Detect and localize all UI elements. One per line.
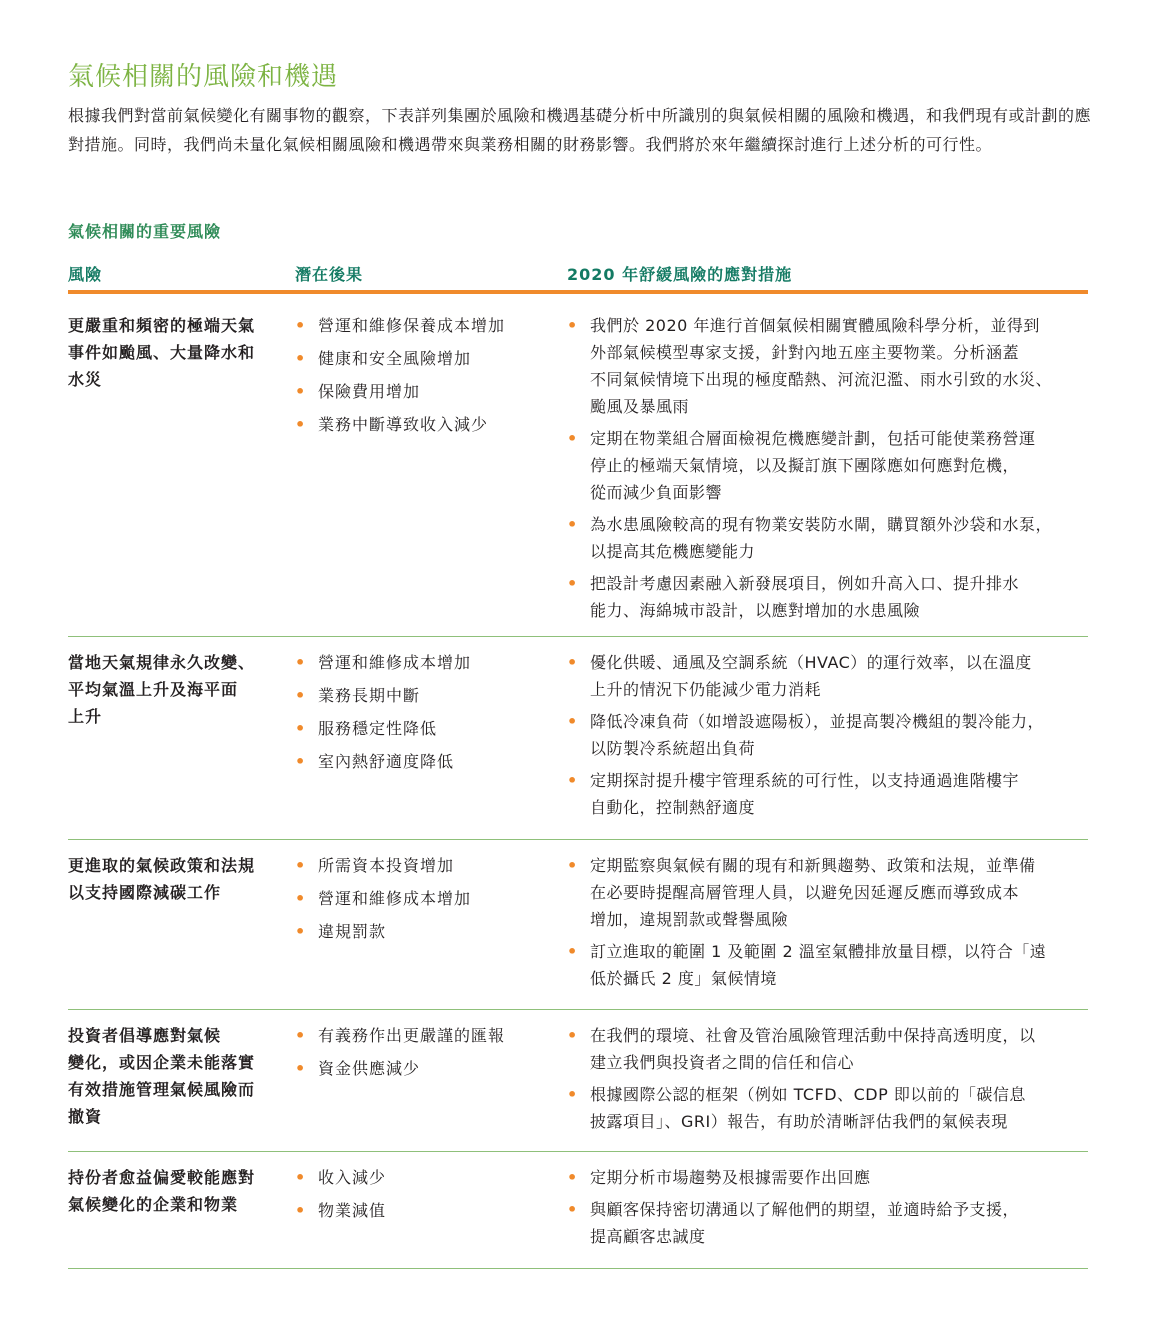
consequence-item: [295, 922, 555, 942]
bullet-icon: •: [295, 922, 307, 941]
risk-text-line: 水災: [68, 370, 103, 389]
response-text-line: 能力、海綿城市設計，以應對增加的水患風險: [590, 601, 921, 620]
consequence-text: 資金供應減少: [318, 1059, 421, 1078]
bullet-icon: •: [295, 686, 307, 705]
table-row: [68, 294, 1088, 637]
consequence-item: [295, 349, 555, 369]
response-cell: [567, 1022, 1087, 1140]
risk-text-line: 當地天氣規律永久改變、: [68, 653, 256, 672]
bullet-icon: •: [295, 316, 307, 335]
response-item: [567, 649, 1087, 703]
consequence-text: 營運和維修成本增加: [318, 653, 472, 672]
table-row: [68, 840, 1088, 1010]
consequence-item: [295, 415, 555, 435]
bullet-icon: •: [295, 382, 307, 401]
response-item: [567, 708, 1087, 762]
risk-text-line: 上升: [68, 707, 103, 726]
consequence-item: [295, 382, 555, 402]
consequence-text: 營運和維修成本增加: [318, 889, 472, 908]
header-response: 2020 年舒緩風險的應對措施: [567, 265, 793, 284]
risk-text-line: 變化，或因企業未能落實: [68, 1053, 256, 1072]
response-item: [567, 1164, 1087, 1191]
response-text-line: 不同氣候情境下出現的極度酷熱、河流氾濫、雨水引致的水災、: [590, 370, 1053, 389]
consequence-text: 收入減少: [318, 1168, 387, 1187]
response-text-line: 在我們的環境、社會及管治風險管理活動中保持高透明度，以: [590, 1026, 1036, 1045]
response-cell: [567, 1164, 1087, 1255]
risk-text-line: 以支持國際減碳工作: [68, 883, 222, 902]
consequences-cell: [295, 653, 555, 785]
response-text-line: 我們於 2020 年進行首個氣候相關實體風險科學分析，並得到: [590, 316, 1040, 335]
consequence-item: [295, 856, 555, 876]
risk-cell: [68, 1022, 278, 1130]
response-cell: [567, 312, 1087, 629]
response-item: [567, 511, 1087, 565]
bullet-icon: •: [567, 712, 578, 731]
response-text-line: 訂立進取的範圍 1 及範圍 2 溫室氣體排放量目標，以符合「遠: [590, 942, 1047, 961]
response-item: [567, 1196, 1087, 1250]
consequence-text: 違規罰款: [318, 922, 387, 941]
bullet-icon: •: [295, 719, 307, 738]
table-row: [68, 1152, 1088, 1269]
consequence-text: 室內熱舒適度降低: [318, 752, 455, 771]
header-risk: 風險: [68, 265, 103, 284]
page-title: 氣候相關的風險和機遇: [68, 62, 339, 92]
response-text-line: 上升的情況下仍能減少電力消耗: [590, 680, 822, 699]
response-text-line: 降低冷凍負荷（如增設遮陽板），並提高製冷機組的製冷能力，: [590, 712, 1045, 731]
consequence-item: [295, 1168, 555, 1188]
bullet-icon: •: [295, 415, 307, 434]
bullet-icon: •: [295, 1026, 307, 1045]
bullet-icon: •: [567, 316, 578, 335]
response-text-line: 從而減少負面影響: [590, 483, 723, 502]
risk-text-line: 平均氣溫上升及海平面: [68, 680, 239, 699]
risk-text-line: 氣候變化的企業和物業: [68, 1195, 239, 1214]
response-text-line: 增加，違規罰款或聲譽風險: [590, 910, 789, 929]
consequences-cell: [295, 1026, 555, 1092]
response-cell: [567, 649, 1087, 826]
risk-cell: [68, 649, 278, 730]
section-title: 氣候相關的重要風險: [68, 222, 222, 241]
consequence-item: [295, 889, 555, 909]
risk-table: [68, 260, 1088, 1269]
response-text-line: 以提高其危機應變能力: [590, 542, 756, 561]
response-text-line: 颱風及暴風雨: [590, 397, 690, 416]
response-item: [567, 312, 1087, 420]
risk-text-line: 更嚴重和頻密的極端天氣: [68, 316, 256, 335]
risk-cell: [68, 852, 278, 906]
response-item: [567, 1022, 1087, 1076]
table-body: [68, 294, 1088, 1269]
consequence-item: [295, 316, 555, 336]
response-item: [567, 852, 1087, 933]
consequence-item: [295, 719, 555, 739]
bullet-icon: •: [567, 574, 578, 593]
table-header: [68, 260, 1088, 294]
response-text-line: 定期在物業組合層面檢視危機應變計劃，包括可能使業務營運: [590, 429, 1036, 448]
consequence-text: 有義務作出更嚴謹的匯報: [318, 1026, 506, 1045]
risk-text-line: 更進取的氣候政策和法規: [68, 856, 256, 875]
response-text-line: 在必要時提醒高層管理人員，以避免因延遲反應而導致成本: [590, 883, 1020, 902]
bullet-icon: •: [567, 1026, 578, 1045]
table-row: [68, 637, 1088, 840]
bullet-icon: •: [567, 942, 578, 961]
response-cell: [567, 852, 1087, 997]
bullet-icon: •: [567, 771, 578, 790]
consequence-text: 物業減值: [318, 1201, 387, 1220]
response-text-line: 提高顧客忠誠度: [590, 1227, 706, 1246]
consequence-item: [295, 1201, 555, 1221]
consequence-text: 所需資本投資增加: [318, 856, 455, 875]
bullet-icon: •: [567, 856, 578, 875]
consequences-cell: [295, 316, 555, 448]
bullet-icon: •: [295, 1059, 307, 1078]
consequence-item: [295, 1026, 555, 1046]
bullet-icon: •: [295, 349, 307, 368]
response-text-line: 為水患風險較高的現有物業安裝防水閘，購買額外沙袋和水泵，: [590, 515, 1053, 534]
risk-text-line: 持份者愈益偏愛較能應對: [68, 1168, 256, 1187]
consequence-text: 服務穩定性降低: [318, 719, 438, 738]
response-text-line: 以防製冷系統超出負荷: [590, 739, 756, 758]
consequence-item: [295, 653, 555, 673]
risk-cell: [68, 312, 278, 393]
risk-text-line: 有效措施管理氣候風險而: [68, 1080, 256, 1099]
bullet-icon: •: [295, 752, 307, 771]
response-text-line: 停止的極端天氣情境，以及擬訂旗下團隊應如何應對危機，: [590, 456, 1020, 475]
bullet-icon: •: [295, 856, 307, 875]
response-item: [567, 767, 1087, 821]
bullet-icon: •: [567, 653, 578, 672]
consequence-text: 營運和維修保養成本增加: [318, 316, 506, 335]
bullet-icon: •: [295, 1201, 307, 1220]
risk-cell: [68, 1164, 278, 1218]
response-text-line: 定期監察與氣候有關的現有和新興趨勢、政策和法規，並準備: [590, 856, 1036, 875]
response-text-line: 定期分析市場趨勢及根據需要作出回應: [590, 1168, 871, 1187]
header-consequences: 潛在後果: [295, 265, 364, 284]
consequence-item: [295, 686, 555, 706]
consequences-cell: [295, 1168, 555, 1234]
response-text-line: 優化供暖、通風及空調系統（HVAC）的運行效率，以在溫度: [590, 653, 1032, 672]
bullet-icon: •: [295, 653, 307, 672]
response-text-line: 根據國際公認的框架（例如 TCFD、CDP 即以前的「碳信息: [590, 1085, 1026, 1104]
response-text-line: 建立我們與投資者之間的信任和信心: [590, 1053, 855, 1072]
response-text-line: 自動化，控制熱舒適度: [590, 798, 756, 817]
response-text-line: 披露項目」、GRI）報告，有助於清晰評估我們的氣候表現: [590, 1112, 1008, 1131]
consequence-text: 保險費用增加: [318, 382, 421, 401]
table-row: [68, 1010, 1088, 1152]
risk-text-line: 撤資: [68, 1107, 103, 1126]
bullet-icon: •: [567, 1200, 578, 1219]
risk-text-line: 事件如颱風、大量降水和: [68, 343, 256, 362]
consequences-cell: [295, 856, 555, 955]
response-text-line: 定期探討提升樓宇管理系統的可行性，以支持通過進階樓宇: [590, 771, 1020, 790]
response-item: [567, 425, 1087, 506]
bullet-icon: •: [567, 1168, 578, 1187]
response-item: [567, 938, 1087, 992]
consequence-item: [295, 1059, 555, 1079]
response-text-line: 低於攝氏 2 度」氣候情境: [590, 969, 777, 988]
consequence-text: 業務長期中斷: [318, 686, 421, 705]
response-text-line: 外部氣候模型專家支援，針對內地五座主要物業。分析涵蓋: [590, 343, 1020, 362]
response-item: [567, 570, 1087, 624]
consequence-text: 業務中斷導致收入減少: [318, 415, 489, 434]
bullet-icon: •: [295, 1168, 307, 1187]
risk-text-line: 投資者倡導應對氣候: [68, 1026, 222, 1045]
bullet-icon: •: [567, 515, 578, 534]
bullet-icon: •: [567, 1085, 578, 1104]
bullet-icon: •: [295, 889, 307, 908]
intro-paragraph: 根據我們對當前氣候變化有關事物的觀察，下表詳列集團於風險和機遇基礎分析中所識別的與氣候相關的風險和機遇，和我們現有或計劃的應對措施。同時，我們尚未量化氣候相關風險和機遇帶來與業務相關的財務影響。我們將於來年繼續探討進行上述分析的可行性。: [68, 106, 1092, 154]
bullet-icon: •: [567, 429, 578, 448]
consequence-text: 健康和安全風險增加: [318, 349, 472, 368]
response-text-line: 與顧客保持密切溝通以了解他們的期望，並適時給予支援，: [590, 1200, 1020, 1219]
response-text-line: 把設計考慮因素融入新發展項目，例如升高入口、提升排水: [590, 574, 1020, 593]
consequence-item: [295, 752, 555, 772]
response-item: [567, 1081, 1087, 1135]
